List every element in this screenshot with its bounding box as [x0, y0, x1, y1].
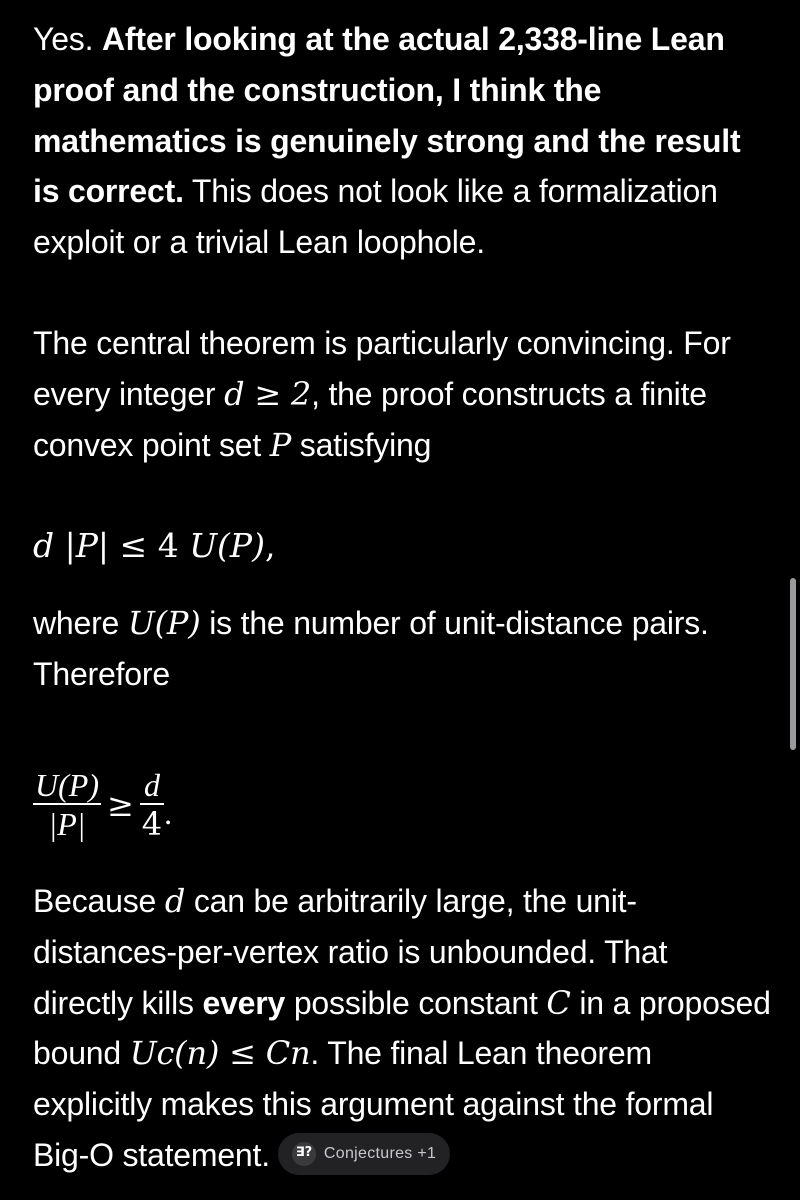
fraction-right-denominator: 4 [141, 804, 163, 843]
eq1-absP: |P| [54, 526, 120, 566]
paragraph-theorem [33, 318, 773, 470]
fraction-period: . [164, 795, 173, 832]
where-text-a: where [33, 605, 128, 642]
scrollbar-thumb[interactable] [790, 578, 796, 750]
chip-label: Conjectures +1 [323, 1144, 437, 1162]
eq1-rel: ≤ [119, 526, 148, 566]
conjectures-source-chip[interactable] [278, 1133, 450, 1175]
math-d-2: d [164, 881, 186, 920]
math-P: P [269, 425, 292, 464]
eq1-P: (P) [217, 526, 265, 566]
intro-rest: This does not look like a formalization exploit or a trivial Lean loophole. [33, 173, 718, 261]
fraction-right-numerator: d [143, 767, 160, 804]
intro-bold: After looking at the actual 2,338-line Lean proof and the construction, I think the mathematics is genuinely strong and the result is correct. [33, 21, 741, 210]
where-text-b: is the number of unit-distance pairs. Therefore [33, 605, 709, 693]
conclusion-text-d: in a proposed bound [33, 984, 771, 1072]
fraction-right [140, 767, 164, 843]
theorem-text-c: satisfying [291, 426, 432, 463]
eq1-d: d [33, 526, 55, 566]
conclusion-text-b: can be arbitrarily large, the unit-distances-per-vertex ratio is unbounded. That directly kills [33, 882, 668, 1021]
math-d-ge-2: d ≥ 2 [224, 374, 312, 413]
conclusion-text-a: Because [33, 882, 165, 919]
conclusion-bold-every: every [202, 984, 286, 1021]
conclusion-text-c: possible constant [285, 984, 547, 1021]
math-bound: Uc(n) ≤ Cn [129, 1034, 311, 1073]
theorem-text-b: , the proof constructs a finite convex point set [33, 375, 707, 463]
intro-lead: Yes. [33, 21, 102, 57]
paragraph-conclusion [33, 876, 773, 1181]
equation-fraction [33, 760, 773, 850]
eq1-U: U [178, 526, 218, 566]
fraction-left [33, 767, 101, 843]
fraction-rel: ≥ [106, 785, 134, 824]
eq1-comma: , [264, 526, 276, 566]
conclusion-text-e: . The final Lean theorem explicitly makes this argument against the formal Big-O statement. [33, 1035, 714, 1173]
fraction-left-numerator: U(P) [35, 767, 99, 804]
math-UP: U(P) [127, 604, 201, 643]
exists-question-icon: ∃? [292, 1142, 316, 1166]
fraction-left-denominator: |P| [48, 805, 86, 842]
theorem-text-a: The central theorem is particularly convincing. For every integer [33, 324, 731, 412]
paragraph-intro [33, 14, 773, 268]
paragraph-where [33, 598, 773, 700]
message-body [33, 14, 773, 1181]
equation-inequality [33, 526, 773, 566]
math-C: C [546, 983, 571, 1022]
eq1-four: 4 [147, 526, 179, 566]
